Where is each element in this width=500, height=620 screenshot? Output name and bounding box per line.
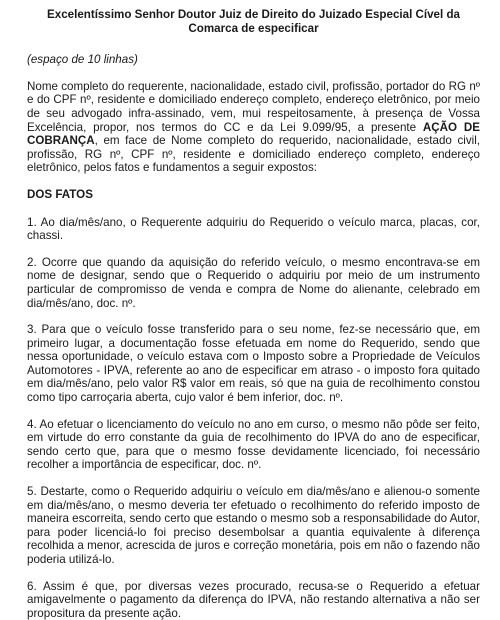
fact-paragraph-5: 5. Destarte, como o Requerido adquiriu o veículo em dia/mês/ano e alienou-o somente em dia/mês/ano, o mesmo deveria ter efetuado o recolhimento do referido imposto de maneira escorreita, sendo certo que estando o mesmo sob a responsabilidade do Autor, para poder licenciá-lo foi preciso desembolsar a quantia equivalente à diferença recolhida a menor, acrescida de juros e correção monetária, pois em não o fazendo não poderia utilizá-lo. [27,485,480,566]
fact-paragraph-4: 4. Ao efetuar o licenciamento do veículo no ano em curso, o mesmo não pôde ser feito, em virtude do erro constante da guia de recolhimento do IPVA do ano de especificar, sendo certo que, para que o mesmo fosse devidamente licenciado, foi necessário recolher a importância de especificar, doc. nº. [27,417,480,472]
fact-paragraph-1: 1. Ao dia/mês/ano, o Requerente adquiriu do Requerido o veículo marca, placas, cor, chassi. [27,215,480,243]
document-title: Excelentíssimo Senhor Doutor Juiz de Direito do Juizado Especial Cível da Comarca de especificar [47,8,460,35]
spacing-note: (espaço de 10 linhas) [27,53,138,67]
fact-paragraph-2: 2. Ocorre que quando da aquisição do referido veículo, o mesmo encontrava-se em nome de designar, sendo que o Requerido o adquiriu por meio de um instrumento particular de compromisso de venda e compra de Nome do alienante, celebrado em dia/mês/ano, doc. nº. [27,255,480,310]
intro-text-after: , em face de Nome completo do requerido, nacionalidade, estado civil, profissão, RG nº, CPF nº, residente e domiciliado endereço completo, endereço eletrônico, pelos fatos e fundamentos a seguir expostos: [27,134,480,175]
intro-paragraph [27,80,480,175]
section-heading-facts: DOS FATOS [27,187,93,201]
intro-text-before: Nome completo do requerente, nacionalidade, estado civil, profissão, portador do RG nº e do CPF nº, residente e domiciliado endereço completo, endereço eletrônico, por meio de seu advogado infra-assinado, vem, mui respeitosamente, à presença de Vossa Excelência, propor, nos termos do CC e da Lei 9.099/95, a presente [27,79,480,134]
fact-paragraph-3: 3. Para que o veículo fosse transferido para o seu nome, fez-se necessário que, em primeiro lugar, a documentação fosse efetuada em nome do Requerido, sendo que nessa oportunidade, o veículo estava com o Imposto sobre a Propriedade de Veículos Automotores - IPVA, referente ao ano de especificar em atraso - o imposto fora quitado em dia/mês/ano, pelo valor R$ valor em reais, só que na guia de recolhimento constou como tipo carroçaria aberta, cujo valor é bem inferior, doc. nº. [27,323,480,405]
action-title: AÇÃO DE COBRANÇA [27,120,480,148]
fact-paragraph-6: 6. Assim é que, por diversas vezes procurado, recusa-se o Requerido a efetuar amigavelmente o pagamento da diferença do IPVA, não restando alternativa a não ser propositura da presente ação. [27,579,480,620]
